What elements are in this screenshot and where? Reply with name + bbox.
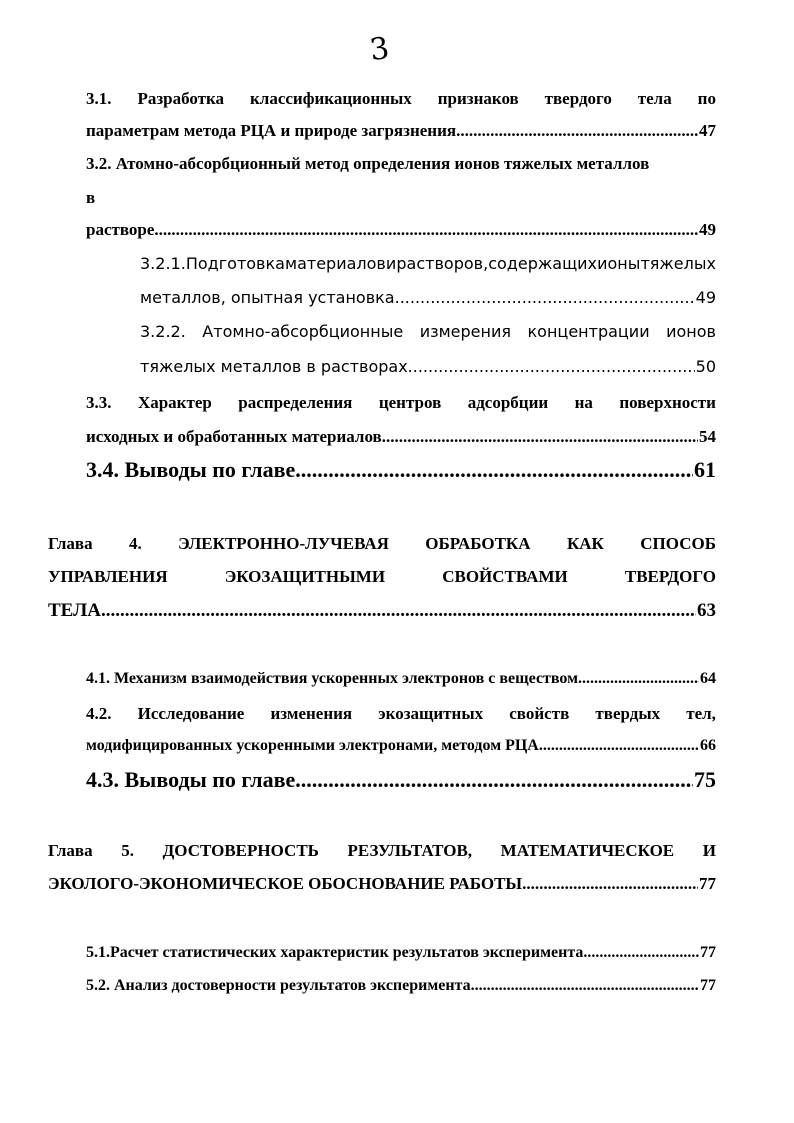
toc-page-number: 50 xyxy=(695,357,716,376)
toc-word: на xyxy=(574,393,593,412)
toc-chapter-4-line3[interactable] xyxy=(48,600,716,622)
toc-word: 5. xyxy=(121,841,134,860)
toc-word: по xyxy=(697,89,716,108)
toc-entry-3-2-1-line1 xyxy=(140,254,716,273)
toc-title: металлов, опытная установка xyxy=(140,288,395,307)
toc-word: Характер xyxy=(137,393,212,412)
toc-word: твердого xyxy=(544,89,612,108)
leader-dots xyxy=(382,427,698,447)
toc-word: РЕЗУЛЬТАТОВ, xyxy=(347,841,473,860)
toc-entry-3-2-line1: 3.2. Атомно-абсорбционный метод определения ионов тяжелых металлов xyxy=(86,154,650,173)
toc-word: ДОСТОВЕРНОСТЬ xyxy=(162,841,319,860)
toc-title: 4.3. Выводы по главе xyxy=(86,767,296,792)
toc-word: ТВЕРДОГО xyxy=(624,567,716,586)
leader-dots xyxy=(578,670,699,688)
toc-chapter-5-line1 xyxy=(48,841,716,861)
toc-title: 4.1. Механизм взаимодействия ускоренных электронов с веществом xyxy=(86,670,579,687)
toc-title: тяжелых металлов в растворах xyxy=(140,357,408,376)
toc-word: СПОСОБ xyxy=(640,534,716,553)
toc-page-number: 47 xyxy=(699,121,716,140)
toc-word: классификационных xyxy=(250,89,412,108)
toc-page-number: 63 xyxy=(697,600,716,621)
toc-word: Атомно-абсорбционные xyxy=(202,322,404,341)
toc-entry-3-2-line3[interactable] xyxy=(86,220,716,240)
toc-word: СВОЙСТВАМИ xyxy=(442,567,568,586)
toc-title: 3.4. Выводы по главе xyxy=(86,457,296,482)
toc-title: ЭКОЛОГО-ЭКОНОМИЧЕСКОЕ ОБОСНОВАНИЕ РАБОТЫ xyxy=(48,874,523,893)
toc-page-number: 49 xyxy=(695,288,716,307)
toc-word: Глава xyxy=(48,534,93,553)
leader-dots xyxy=(154,220,698,240)
toc-entry-3-2-1-line2[interactable] xyxy=(140,288,716,307)
toc-entry-3-2-line2: в xyxy=(86,188,96,207)
toc-word: 3.3. xyxy=(86,393,112,412)
toc-page-number: 66 xyxy=(700,737,716,754)
toc-word: ионов xyxy=(666,322,716,341)
toc-page-number: 64 xyxy=(700,670,716,687)
toc-word: 4.2. xyxy=(86,704,112,723)
leader-dots xyxy=(539,737,699,755)
leader-dots xyxy=(408,357,695,376)
toc-word: И xyxy=(702,841,716,860)
toc-entry-3-2-2-line2[interactable] xyxy=(140,357,716,376)
toc-page-number: 54 xyxy=(699,427,716,446)
toc-word: УПРАВЛЕНИЯ xyxy=(48,567,168,586)
toc-page-number: 77 xyxy=(699,874,716,893)
toc-page-number: 77 xyxy=(700,977,716,994)
toc-entry-4-1[interactable] xyxy=(86,670,716,688)
toc-word: 4. xyxy=(129,534,142,553)
leader-dots xyxy=(101,600,696,622)
toc-word: 3.1. xyxy=(86,89,112,108)
toc-title: 5.1.Расчет статистических характеристик результатов эксперимента xyxy=(86,944,584,961)
toc-word: растворов, xyxy=(396,254,489,273)
leader-dots xyxy=(583,944,699,962)
toc-chapter-5-line2[interactable] xyxy=(48,874,716,894)
toc-title: исходных и обработанных материалов xyxy=(86,427,382,446)
leader-dots xyxy=(456,121,698,141)
toc-word: МАТЕМАТИЧЕСКОЕ xyxy=(500,841,675,860)
leader-dots xyxy=(522,874,698,894)
toc-word: тела xyxy=(637,89,672,108)
toc-entry-4-2-line2[interactable] xyxy=(86,737,716,755)
toc-word: концентрации xyxy=(527,322,650,341)
toc-word: экозащитных xyxy=(378,704,484,723)
toc-word: центров xyxy=(378,393,442,412)
toc-page-number: 77 xyxy=(700,944,716,961)
toc-entry-3-4[interactable] xyxy=(86,457,716,483)
leader-dots xyxy=(295,767,693,793)
toc-word: Исследование xyxy=(137,704,245,723)
page-number: 3 xyxy=(367,30,392,69)
toc-entry-4-2-line1 xyxy=(86,704,716,724)
toc-word: Глава xyxy=(48,841,93,860)
toc-word: Разработка xyxy=(137,89,225,108)
toc-entry-3-1-line1 xyxy=(86,89,716,109)
toc-word: 3.2.2. xyxy=(140,322,186,341)
toc-word: распределения xyxy=(238,393,353,412)
toc-word: КАК xyxy=(566,534,604,553)
toc-entry-3-3-line1 xyxy=(86,393,716,413)
toc-title: 5.2. Анализ достоверности результатов эксперимента xyxy=(86,977,471,994)
toc-word: ЭКОЗАЩИТНЫМИ xyxy=(224,567,386,586)
toc-word: твердых xyxy=(595,704,661,723)
toc-word: ЭЛЕКТРОННО-ЛУЧЕВАЯ xyxy=(178,534,389,553)
toc-entry-3-2-2-line1 xyxy=(140,322,716,341)
toc-word: содержащих xyxy=(488,254,598,273)
toc-title: модифицированных ускоренными электронами, методом РЦА xyxy=(86,737,539,754)
toc-word: ОБРАБОТКА xyxy=(425,534,531,553)
toc-entry-5-2[interactable] xyxy=(86,977,716,995)
toc-page-number: 49 xyxy=(699,220,716,239)
toc-page-number: 61 xyxy=(694,457,716,482)
leader-dots xyxy=(295,457,693,483)
toc-word: измерения xyxy=(419,322,512,341)
toc-word: и xyxy=(385,254,397,273)
toc-title: ТЕЛА xyxy=(48,600,101,621)
leader-dots xyxy=(395,288,695,307)
toc-word: ионы xyxy=(597,254,641,273)
toc-word: тел, xyxy=(686,704,716,723)
toc-word: свойств xyxy=(509,704,570,723)
toc-word: изменения xyxy=(270,704,353,723)
toc-entry-5-1[interactable] xyxy=(86,944,716,962)
toc-word: признаков xyxy=(437,89,519,108)
toc-word: поверхности xyxy=(619,393,716,412)
toc-word: Подготовка xyxy=(185,254,285,273)
leader-dots xyxy=(471,977,699,995)
toc-chapter-4-line2 xyxy=(48,567,716,587)
toc-entry-3-1-line2[interactable] xyxy=(86,121,716,141)
toc-word: 3.2.1. xyxy=(140,254,186,273)
toc-page-number: 75 xyxy=(694,767,716,792)
toc-title: параметрам метода РЦА и природе загрязнения xyxy=(86,121,457,140)
toc-chapter-4-line1 xyxy=(48,534,716,554)
toc-title: растворе xyxy=(86,220,155,239)
toc-word: материалов xyxy=(285,254,386,273)
toc-entry-4-3[interactable] xyxy=(86,767,716,793)
toc-word: адсорбции xyxy=(467,393,549,412)
toc-word: тяжелых xyxy=(640,254,716,273)
toc-entry-3-3-line2[interactable] xyxy=(86,427,716,447)
